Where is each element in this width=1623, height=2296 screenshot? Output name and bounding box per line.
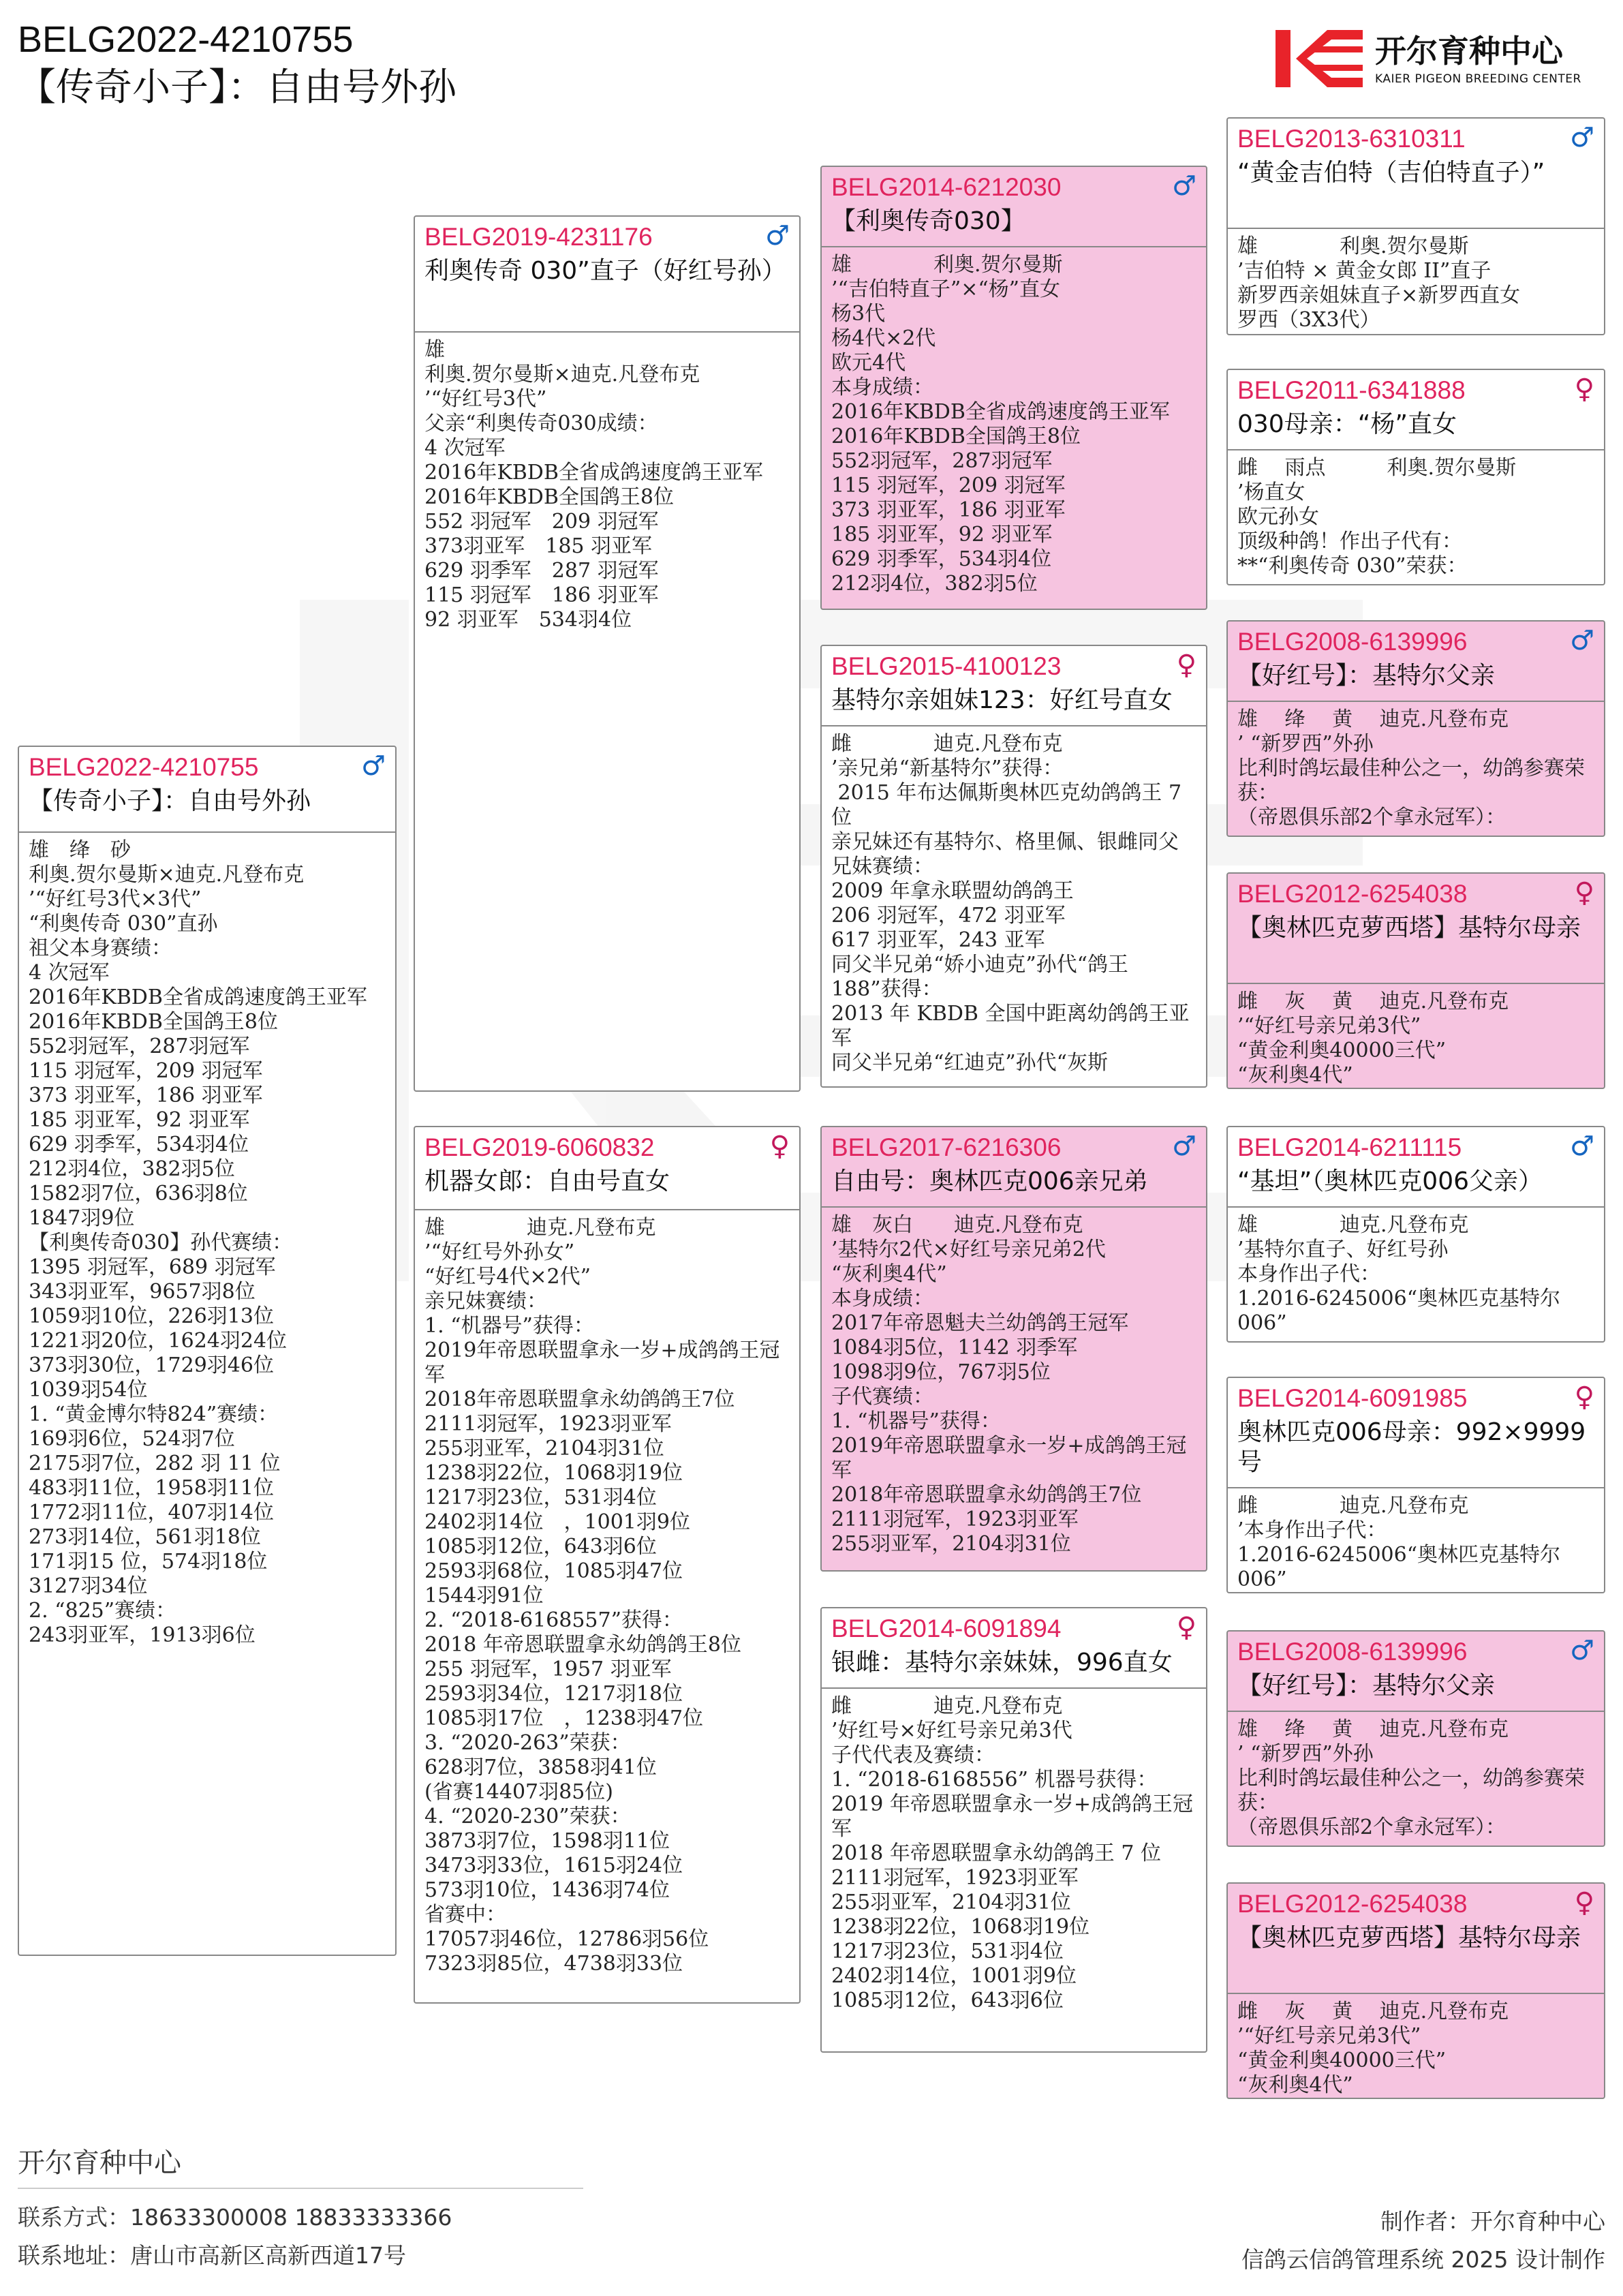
note-line: 亲兄妹赛绩： (424, 1289, 547, 1313)
note-line: 1059羽10位，226羽13位 (29, 1304, 274, 1328)
male-icon: ♂ (765, 220, 790, 251)
note-line: 省赛中： (424, 1903, 506, 1927)
note-line: 552羽冠军，287羽冠军 (29, 1035, 250, 1058)
note-line: 1217羽23位，531羽4位 (831, 1940, 1064, 1963)
note-line: 2016年KBDB全省成鸽速度鸽王亚军 (424, 461, 763, 485)
note-line: 比利时鸽坛最佳种公之一，幼鸽参赛荣获： (1237, 1766, 1585, 1815)
pigeon-notes (424, 1216, 791, 2000)
note-line: “灰利奥4代” (1237, 1063, 1353, 1085)
note-line: “利奥传奇 030”直孙 (29, 912, 218, 936)
pigeon-notes (831, 1213, 1198, 1567)
note-line: 171羽15 位，574羽18位 (29, 1550, 268, 1574)
male-icon: ♂ (1570, 1635, 1594, 1666)
ring-number: BELG2011-6341888 (1237, 376, 1466, 404)
note-line: “灰利奥4代” (831, 1262, 947, 1286)
note-line: 4. “2020-230”荣获： (424, 1805, 631, 1828)
note-line: 雄 绛 砂 (29, 838, 131, 862)
ring-number: BELG2022-4210755 (29, 753, 259, 781)
note-line: 亲兄妹还有基特尔、格里佩、银雌同父兄妹赛绩： (831, 830, 1179, 878)
note-line: 373 羽亚军，186 羽亚军 (29, 1084, 263, 1107)
note-line: 【利奥传奇030】孙代赛绩： (29, 1231, 293, 1255)
note-line: 雄 (424, 338, 445, 362)
female-icon: ♀ (1176, 649, 1196, 681)
pedigree-card-dds (1226, 1630, 1605, 1847)
ring-number: BELG2019-6060832 (424, 1133, 655, 1161)
pedigree-card-sds (1226, 620, 1605, 837)
footer-divider (18, 2188, 583, 2189)
female-icon: ♀ (1574, 373, 1594, 405)
pedigree-card-ssd (1226, 369, 1605, 585)
note-line: ’“好红号3代” (424, 387, 547, 411)
note-line: 子代代表及赛绩： (831, 1743, 995, 1767)
pedigree-card-sire-sire (820, 166, 1207, 610)
note-line: 2009 年拿永联盟幼鸽鸽王 (831, 879, 1074, 903)
pigeon-notes (1237, 2000, 1596, 2095)
footer-system: 信鸽云信鸽管理系统 2025 设计制作 (1241, 2246, 1605, 2273)
note-line: 2593羽68位，1085羽47位 (424, 1559, 683, 1583)
note-line: 2015 年布达佩斯奥林匹克幼鸽鸽王 7 位 (831, 781, 1188, 829)
ring-number: BELG2008-6139996 (1237, 628, 1468, 656)
note-line: ’“吉伯特直子”×“杨”直女 (831, 277, 1061, 301)
pedigree-card-dsd (1226, 1377, 1605, 1593)
note-line: 1. “黄金博尔特824”赛绩： (29, 1403, 279, 1426)
note-line: 1. “机器号”获得： (831, 1409, 1001, 1433)
note-line: 比利时鸽坛最佳种公之一，幼鸽参赛荣获： (1237, 756, 1585, 805)
note-line: 同父半兄弟“红迪克”孙代“灰斯 (831, 1051, 1109, 1075)
ring-number: BELG2008-6139996 (1237, 1638, 1468, 1666)
note-line: 1098羽9位，767羽5位 (831, 1360, 1051, 1384)
note-line: 1238羽22位，1068羽19位 (424, 1461, 683, 1485)
note-line: 255 羽冠军，1957 羽亚军 (424, 1657, 672, 1681)
note-line: ’ “新罗西”外孙 (1237, 1742, 1374, 1766)
note-line: 欧元4代 (831, 351, 906, 375)
pigeon-name: 【好红号】：基特尔父亲 (1237, 1672, 1496, 1700)
note-line: 1217羽23位，531羽4位 (424, 1486, 657, 1510)
note-line: 7323羽85位，4738羽33位 (424, 1952, 683, 1976)
note-line: 4 次冠军 (29, 961, 110, 985)
note-line: 1. “2018-6168556” 机器号获得： (831, 1768, 1158, 1792)
note-line: （帝恩俱乐部2个拿永冠军）： (1237, 1816, 1506, 1839)
note-line: 2402羽14位 ，1001羽9位 (424, 1510, 690, 1534)
note-line: 新罗西亲姐妹直子×新罗西直女 (1237, 284, 1521, 307)
pigeon-name: “黄金吉伯特（吉伯特直子）” (1237, 159, 1545, 187)
note-line: 373羽亚军 185 羽亚军 (424, 534, 653, 558)
note-line: 483羽11位，1958羽11位 (29, 1476, 274, 1500)
ring-number: BELG2019-4231176 (424, 223, 653, 251)
note-line: 2. “2018-6168557”获得： (424, 1608, 683, 1632)
ring-number: BELG2014-6211115 (1237, 1133, 1462, 1161)
note-line: 185 羽亚军，92 羽亚军 (29, 1108, 250, 1132)
note-line: 顶级种鸽！作出子代有： (1237, 530, 1462, 553)
logo-cn-text: 开尔育种中心 (1375, 33, 1563, 70)
pedigree-card-dam-dam (820, 1607, 1207, 2053)
note-line: 2111羽冠军，1923羽亚军 (831, 1507, 1079, 1531)
pedigree-card-dam (414, 1126, 801, 2004)
note-line: 629 羽季军，534羽4位 (29, 1133, 249, 1157)
note-line: 2. “825”赛绩： (29, 1599, 176, 1623)
note-line: (省赛14407羽85位) (424, 1780, 614, 1804)
pedigree-card-subject (18, 746, 397, 1956)
pigeon-name: 030母亲：“杨”直女 (1237, 410, 1457, 438)
note-line: 92 羽亚军 534羽4位 (424, 608, 632, 632)
pedigree-card-sdd (1226, 872, 1605, 1089)
ring-number: BELG2014-6091985 (1237, 1384, 1468, 1412)
note-line: 212羽4位，382羽5位 (831, 572, 1038, 596)
note-line: “灰利奥4代” (1237, 2073, 1353, 2095)
brand-logo (1273, 25, 1607, 93)
note-line: **“利奥传奇 030”荣获： (1237, 554, 1468, 578)
pedigree-card-dss (1226, 1126, 1605, 1343)
note-line: 本身成绩： (831, 376, 933, 399)
note-line: 1. “机器号”获得： (424, 1314, 594, 1338)
pigeon-notes (831, 253, 1198, 606)
note-line: ’亲兄弟“新基特尔”获得： (831, 756, 1064, 780)
note-line: 2593羽34位，1217羽18位 (424, 1682, 683, 1706)
note-line: 2016年KBDB全国鸽王8位 (831, 425, 1081, 448)
note-line: 1039羽54位 (29, 1378, 148, 1402)
note-line: 2016年KBDB全省成鸽速度鸽王亚军 (29, 985, 367, 1009)
note-line: 115 羽冠军，209 羽冠军 (29, 1059, 263, 1083)
note-line: ’“好红号外孙女” (424, 1240, 575, 1264)
ring-number: BELG2013-6310311 (1237, 125, 1466, 153)
ring-number: BELG2017-6216306 (831, 1133, 1062, 1161)
male-icon: ♂ (1570, 1131, 1594, 1162)
pedigree-card-ddd (1226, 1882, 1605, 2099)
male-icon: ♂ (1570, 122, 1594, 153)
female-icon: ♀ (769, 1131, 790, 1162)
ring-number: BELG2012-6254038 (1237, 880, 1468, 908)
header-title: 【传奇小子】：自由号外孙 (18, 65, 457, 110)
note-line: ’基特尔直子、好红号孙 (1237, 1238, 1449, 1261)
pigeon-notes (1237, 1717, 1596, 1843)
note-line: 1085羽12位，643羽6位 (831, 1989, 1064, 2012)
note-line: 父亲“利奥传奇030成绩： (424, 412, 658, 435)
note-line: 2111羽冠军，1923羽亚军 (831, 1866, 1079, 1890)
note-line: 2016年KBDB全省成鸽速度鸽王亚军 (831, 400, 1170, 424)
male-icon: ♂ (1172, 1131, 1196, 1162)
note-line: 2019年帝恩联盟拿永一岁+成鸽鸽王冠军 (831, 1434, 1187, 1482)
kaier-logo-icon (1273, 25, 1368, 93)
note-line: 3127羽34位 (29, 1574, 148, 1598)
pigeon-name: 利奥传奇 030”直子（好红号孙） (424, 257, 786, 285)
pigeon-notes (29, 838, 387, 1952)
note-line: 206 羽冠军，472 羽亚军 (831, 904, 1066, 928)
pigeon-notes (1237, 1494, 1596, 1589)
note-line: 雄 利奥.贺尔曼斯 (1237, 234, 1469, 258)
note-line: 祖父本身赛绩： (29, 936, 172, 960)
note-line: 雌 灰 黄 迪克.凡登布克 (1237, 2000, 1509, 2023)
note-line: 1544羽91位 (424, 1584, 544, 1608)
note-line: 雄 绛 黄 迪克.凡登布克 (1237, 707, 1509, 731)
note-line: 2019 年帝恩联盟拿永一岁+成鸽鸽王冠军 (831, 1792, 1194, 1841)
note-line: 雌 灰 黄 迪克.凡登布克 (1237, 990, 1509, 1013)
note-line: 4 次冠军 (424, 436, 506, 460)
note-line: 欧元孙女 (1237, 505, 1319, 529)
note-line: 3. “2020-263”荣获： (424, 1731, 631, 1755)
note-line: 雌 迪克.凡登布克 (831, 732, 1063, 756)
female-icon: ♀ (1176, 1612, 1196, 1643)
pigeon-name: 奥林匹克006母亲：992×9999号 (1237, 1418, 1586, 1476)
note-line: 343羽亚军，9657羽8位 (29, 1280, 256, 1304)
note-line: 雄 迪克.凡登布克 (424, 1216, 656, 1240)
note-line: ’好红号×好红号亲兄弟3代 (831, 1719, 1072, 1743)
note-line: 1084羽5位，1142 羽季军 (831, 1336, 1078, 1360)
note-line: 罗西（3X3代） (1237, 308, 1380, 331)
pigeon-name: 【利奥传奇030】 (831, 207, 1025, 235)
pigeon-notes (831, 1694, 1198, 2049)
female-icon: ♀ (1574, 877, 1594, 908)
footer-address: 联系地址：唐山市高新区高新西道17号 (18, 2242, 406, 2269)
pigeon-name: 【好红号】：基特尔父亲 (1237, 662, 1496, 690)
pigeon-notes (424, 338, 791, 1088)
ring-number: BELG2014-6091894 (831, 1614, 1062, 1642)
note-line: 2111羽冠军，1923羽亚军 (424, 1412, 672, 1436)
note-line: 115 羽冠军 186 羽亚军 (424, 583, 659, 607)
note-line: “黄金利奥40000三代” (1237, 2049, 1447, 2072)
note-line: 子代赛绩： (831, 1385, 933, 1409)
note-line: 1395 羽冠军，689 羽冠军 (29, 1255, 276, 1279)
pigeon-name: 【传奇小子】：自由号外孙 (29, 787, 311, 815)
pigeon-notes (1237, 1213, 1596, 1338)
footer-contact: 联系方式：18633300008 18833333366 (18, 2204, 452, 2231)
note-line: 雌 迪克.凡登布克 (831, 1694, 1063, 1718)
note-line: ’基特尔2代×好红号亲兄弟2代 (831, 1238, 1106, 1261)
note-line: 169羽6位，524羽7位 (29, 1427, 235, 1451)
note-line: 1582羽7位，636羽8位 (29, 1182, 248, 1206)
note-line: 利奥.贺尔曼斯×迪克.凡登布克 (424, 363, 700, 386)
note-line: 2016年KBDB全国鸽王8位 (29, 1010, 278, 1034)
note-line: 雌 雨点 利奥.贺尔曼斯 (1237, 456, 1517, 480)
note-line: ’“好红号3代×3代” (29, 887, 202, 911)
note-line: 373羽30位，1729羽46位 (29, 1353, 274, 1377)
header-ring-number: BELG2022-4210755 (18, 19, 354, 60)
note-line: 1085羽12位，643羽6位 (424, 1535, 657, 1559)
note-line: 同父半兄弟“娇小迪克”孙代“鸽王 188”获得： (831, 953, 1135, 1001)
note-line: ’本身作出子代： (1237, 1518, 1387, 1542)
note-line: “好红号4代×2代” (424, 1265, 591, 1289)
note-line: 1238羽22位，1068羽19位 (831, 1915, 1090, 1939)
note-line: 573羽10位，1436羽74位 (424, 1878, 670, 1902)
pigeon-name: 机器女郎：自由号直女 (424, 1167, 670, 1195)
male-icon: ♂ (1570, 625, 1594, 656)
note-line: “黄金利奥40000三代” (1237, 1039, 1447, 1062)
note-line: 3873羽7位，1598羽11位 (424, 1829, 670, 1853)
note-line: ’“好红号亲兄弟3代” (1237, 2024, 1421, 2048)
note-line: 2402羽14位，1001羽9位 (831, 1964, 1077, 1988)
pigeon-name: 自由号：奥林匹克006亲兄弟 (831, 1167, 1148, 1195)
note-line: 17057羽46位，12786羽56位 (424, 1927, 709, 1951)
female-icon: ♀ (1574, 1887, 1594, 1918)
logo-en-text: KAIER PIGEON BREEDING CENTER (1375, 72, 1581, 86)
note-line: 2175羽7位，282 羽 11 位 (29, 1452, 281, 1475)
note-line: 255羽亚军，2104羽31位 (831, 1532, 1071, 1556)
note-line: 2018年帝恩联盟拿永幼鸽鸽王7位 (831, 1483, 1142, 1507)
note-line: 杨3代 (831, 302, 886, 326)
note-line: 243羽亚军，1913羽6位 (29, 1623, 256, 1647)
pigeon-name: 【奥林匹克萝西塔】基特尔母亲 (1237, 1924, 1581, 1952)
note-line: 2018年帝恩联盟拿永幼鸽鸽王7位 (424, 1388, 735, 1411)
note-line: ’“好红号亲兄弟3代” (1237, 1014, 1421, 1038)
note-line: 雄 迪克.凡登布克 (1237, 1213, 1469, 1237)
male-icon: ♂ (1172, 170, 1196, 202)
note-line: 1221羽20位，1624羽24位 (29, 1329, 288, 1353)
note-line: 2018 年帝恩联盟拿永幼鸽鸽王 7 位 (831, 1841, 1162, 1865)
note-line: 617 羽亚军，243 亚军 (831, 928, 1045, 952)
note-line: 雌 迪克.凡登布克 (1237, 1494, 1469, 1518)
pigeon-name: 基特尔亲姐妹123：好红号直女 (831, 686, 1173, 714)
note-line: 2016年KBDB全国鸽王8位 (424, 485, 674, 509)
pedigree-card-dam-sire (820, 1126, 1207, 1572)
footer-maker: 制作者：开尔育种中心 (1380, 2208, 1605, 2235)
ring-number: BELG2015-4100123 (831, 652, 1062, 680)
note-line: 629 羽季军 287 羽冠军 (424, 559, 659, 583)
note-line: 552 羽冠军 209 羽冠军 (424, 510, 659, 534)
note-line: 629 羽季军，534羽4位 (831, 547, 1052, 571)
note-line: 1085羽17位 ，1238羽47位 (424, 1706, 704, 1730)
note-line: 552羽冠军，287羽冠军 (831, 449, 1053, 473)
pigeon-notes (1237, 990, 1596, 1085)
male-icon: ♂ (361, 750, 386, 782)
note-line: 利奥.贺尔曼斯×迪克.凡登布克 (29, 863, 305, 887)
pedigree-card-sire (414, 215, 801, 1092)
note-line: 1.2016-6245006“奥林匹克基特尔 006” (1237, 1543, 1567, 1589)
note-line: ’杨直女 (1237, 480, 1305, 504)
pedigree-card-sire-dam (820, 645, 1207, 1088)
note-line: 2019年帝恩联盟拿永一岁+成鸽鸽王冠军 (424, 1338, 780, 1387)
note-line: 1847羽9位 (29, 1206, 135, 1230)
note-line: ’ “新罗西”外孙 (1237, 732, 1374, 756)
note-line: 185 羽亚军，92 羽亚军 (831, 523, 1053, 547)
pigeon-name: 银雌：基特尔亲妹妹，996直女 (831, 1649, 1173, 1677)
pigeon-name: 【奥林匹克萝西塔】基特尔母亲 (1237, 914, 1581, 942)
footer-title: 开尔育种中心 (18, 2147, 181, 2179)
note-line: 255羽亚军，2104羽31位 (424, 1437, 664, 1460)
note-line: 1772羽11位，407羽14位 (29, 1501, 274, 1525)
pigeon-notes (1237, 234, 1596, 331)
pigeon-name: “基坦”（奥林匹克006父亲） (1237, 1167, 1543, 1195)
note-line: 273羽14位，561羽18位 (29, 1525, 261, 1549)
note-line: 2018 年帝恩联盟拿永幼鸽鸽王8位 (424, 1633, 741, 1657)
note-line: 本身成绩： (831, 1287, 933, 1311)
note-line: 1.2016-6245006“奥林匹克基特尔 006” (1237, 1287, 1567, 1335)
note-line: 628羽7位，3858羽41位 (424, 1756, 657, 1779)
note-line: 雄 利奥.贺尔曼斯 (831, 253, 1063, 277)
pigeon-notes (1237, 707, 1596, 833)
pigeon-notes (1237, 456, 1596, 581)
note-line: 雄 绛 黄 迪克.凡登布克 (1237, 1717, 1509, 1741)
pedigree-card-sss (1226, 117, 1605, 335)
note-line: 255羽亚军，2104羽31位 (831, 1891, 1071, 1914)
female-icon: ♀ (1574, 1381, 1594, 1413)
note-line: 212羽4位，382羽5位 (29, 1157, 235, 1181)
note-line: 3473羽33位，1615羽24位 (424, 1854, 683, 1878)
note-line: 本身作出子代： (1237, 1262, 1380, 1286)
note-line: 2013 年 KBDB 全国中距离幼鸽鸽王亚军 (831, 1002, 1190, 1050)
note-line: 杨4代×2代 (831, 326, 936, 350)
ring-number: BELG2014-6212030 (831, 173, 1062, 201)
note-line: 373 羽亚军，186 羽亚军 (831, 498, 1066, 522)
ring-number: BELG2012-6254038 (1237, 1890, 1468, 1918)
note-line: （帝恩俱乐部2个拿永冠军）： (1237, 806, 1506, 829)
note-line: ’吉伯特 × 黄金女郎 II”直子 (1237, 259, 1491, 283)
note-line: 雄 灰白 迪克.凡登布克 (831, 1213, 1083, 1237)
note-line: 115 羽冠军，209 羽冠军 (831, 474, 1066, 498)
note-line: 2017年帝恩魁夫兰幼鸽鸽王冠军 (831, 1311, 1129, 1335)
pigeon-notes (831, 732, 1198, 1084)
